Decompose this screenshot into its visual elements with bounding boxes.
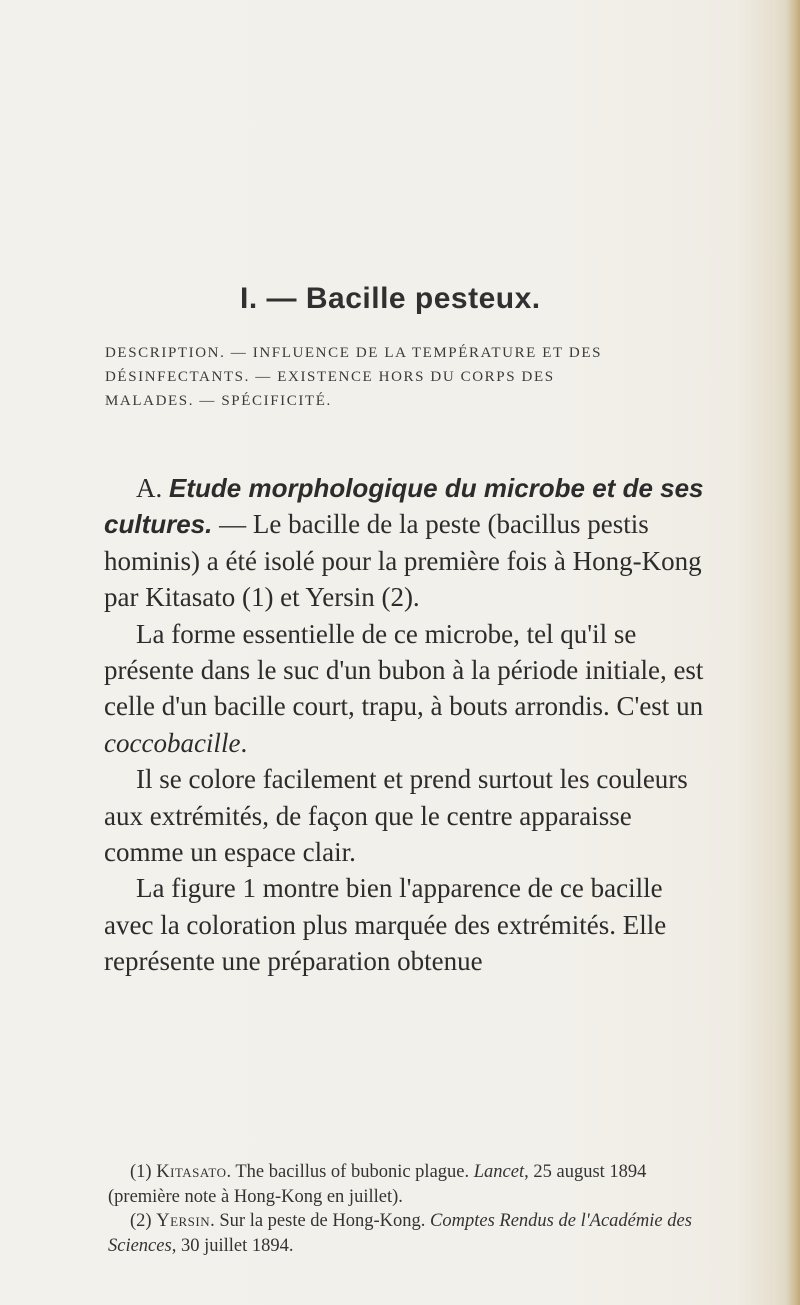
footnote-1-author: Kitasato	[156, 1162, 227, 1182]
section-summary	[105, 341, 705, 413]
subsection-title: Etude morphologique du microbe et de ses cultures.	[104, 473, 704, 540]
section-dash: —	[266, 282, 298, 315]
footnote-1	[108, 1160, 708, 1209]
summary-line-1: DESCRIPTION. — INFLUENCE DE LA TEMPÉRATURE ET DES	[105, 345, 603, 361]
subsection-letter: A.	[136, 473, 163, 503]
p2-term: coccobacille	[104, 727, 241, 758]
summary-line-2: DÉSINFECTANTS. — EXISTENCE HORS DU CORPS DES	[105, 369, 555, 385]
section-heading	[240, 282, 541, 316]
footnotes	[108, 1160, 708, 1258]
paragraph-form	[104, 616, 704, 762]
footnote-1-number: (1)	[130, 1162, 152, 1182]
summary-line-3: MALADES. — SPÉCIFICITÉ.	[105, 393, 332, 409]
p2-text: La forme essentielle de ce microbe, tel qu'il se présente dans le suc d'un bubon à la période initiale, est celle d'un bacille court, trapu, à bouts arrondis. C'est un	[104, 618, 704, 722]
intro-text: — Le bacille de la peste (bacillus pestis hominis) a été isolé pour la première fois à Hong-Kong par Kitasato (1) et Yersin (2).	[104, 509, 702, 613]
paragraph-intro	[104, 470, 704, 616]
footnote-2-author: Yersin	[156, 1211, 211, 1231]
paragraph-figure: La figure 1 montre bien l'apparence de ce bacille avec la coloration plus marquée des extrémités. Elle représente une préparation obtenue	[104, 873, 667, 977]
footnote-2-number: (2)	[130, 1211, 152, 1231]
footnote-2-text: . Sur la peste de Hong-Kong.	[210, 1211, 431, 1231]
footnote-1-journal: Lancet	[473, 1162, 525, 1182]
footnote-1-text: . The bacillus of bubonic plague.	[226, 1162, 474, 1182]
footnote-1-rest: , 25 august 1894 (première note à Hong-Kong en juillet).	[108, 1162, 647, 1207]
p2-end: .	[240, 727, 248, 758]
footnote-2-journal: Comptes Rendus de l'Académie des Sciences	[108, 1211, 692, 1256]
body-text	[104, 470, 704, 980]
paragraph-coloring: Il se colore facilement et prend surtout les couleurs aux extrémités, de façon que le centre apparaisse comme un espace clair.	[104, 764, 688, 868]
footnote-2-rest: , 30 juillet 1894.	[171, 1235, 294, 1256]
section-number: I.	[240, 282, 258, 315]
section-title: Bacille pesteux.	[305, 282, 541, 315]
footnote-2	[108, 1209, 708, 1258]
page-edge	[786, 0, 800, 1305]
